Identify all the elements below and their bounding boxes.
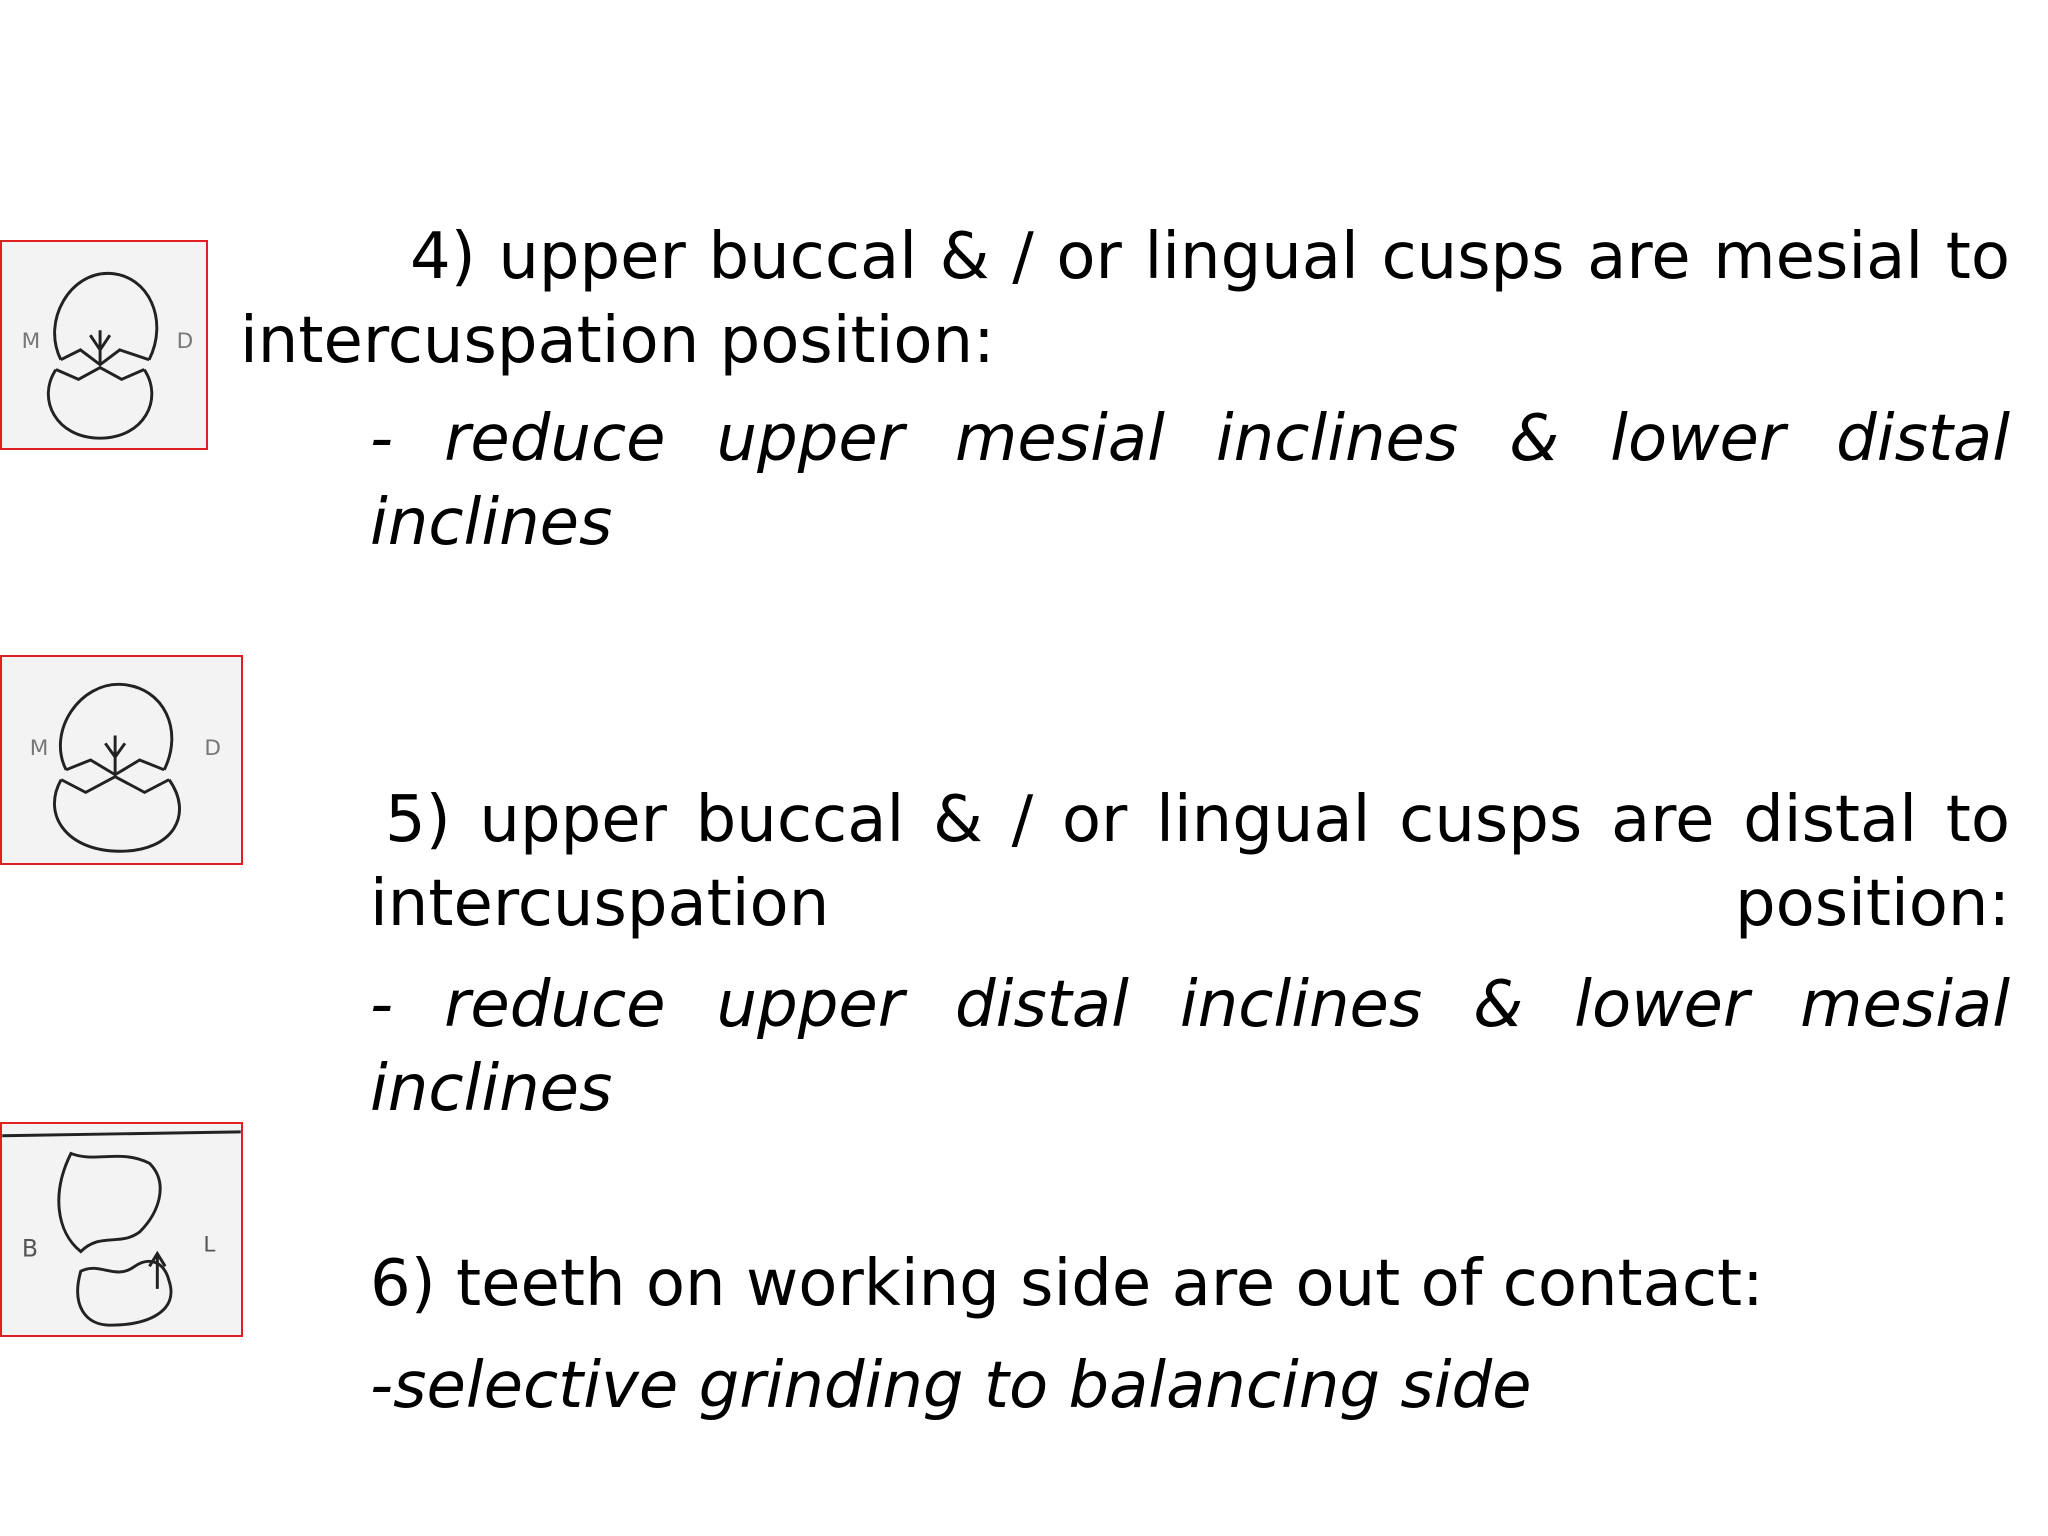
item-5-heading: 5) upper buccal & / or lingual cusps are distal to intercuspation position:: [370, 783, 2010, 941]
tooth-diagram-mesial: [0, 240, 208, 450]
item-6-action: -selective grinding to balancing side: [370, 1349, 1532, 1423]
tooth-sketch-icon: [2, 657, 241, 863]
fig-label-left: M: [29, 736, 49, 762]
fig-label-right: L: [203, 1232, 216, 1258]
fig-label-left: M: [21, 328, 41, 354]
tooth-sketch-icon: [2, 1124, 241, 1335]
tooth-sketch-icon: [2, 242, 206, 448]
fig-label-right: D: [176, 328, 194, 354]
tooth-diagram-distal: [0, 655, 243, 865]
item-4-action: - reduce upper mesial inclines & lower distal inclines: [370, 402, 2010, 560]
tooth-diagram-working-side: [0, 1122, 243, 1337]
item-6-heading: 6) teeth on working side are out of contact:: [370, 1247, 1764, 1321]
item-4-heading: 4) upper buccal & / or lingual cusps are mesial to intercuspation position:: [240, 220, 2010, 378]
item-5-action: - reduce upper distal inclines & lower mesial inclines: [370, 968, 2010, 1126]
fig-label-right: D: [204, 736, 222, 762]
fig-label-left: B: [21, 1234, 39, 1263]
